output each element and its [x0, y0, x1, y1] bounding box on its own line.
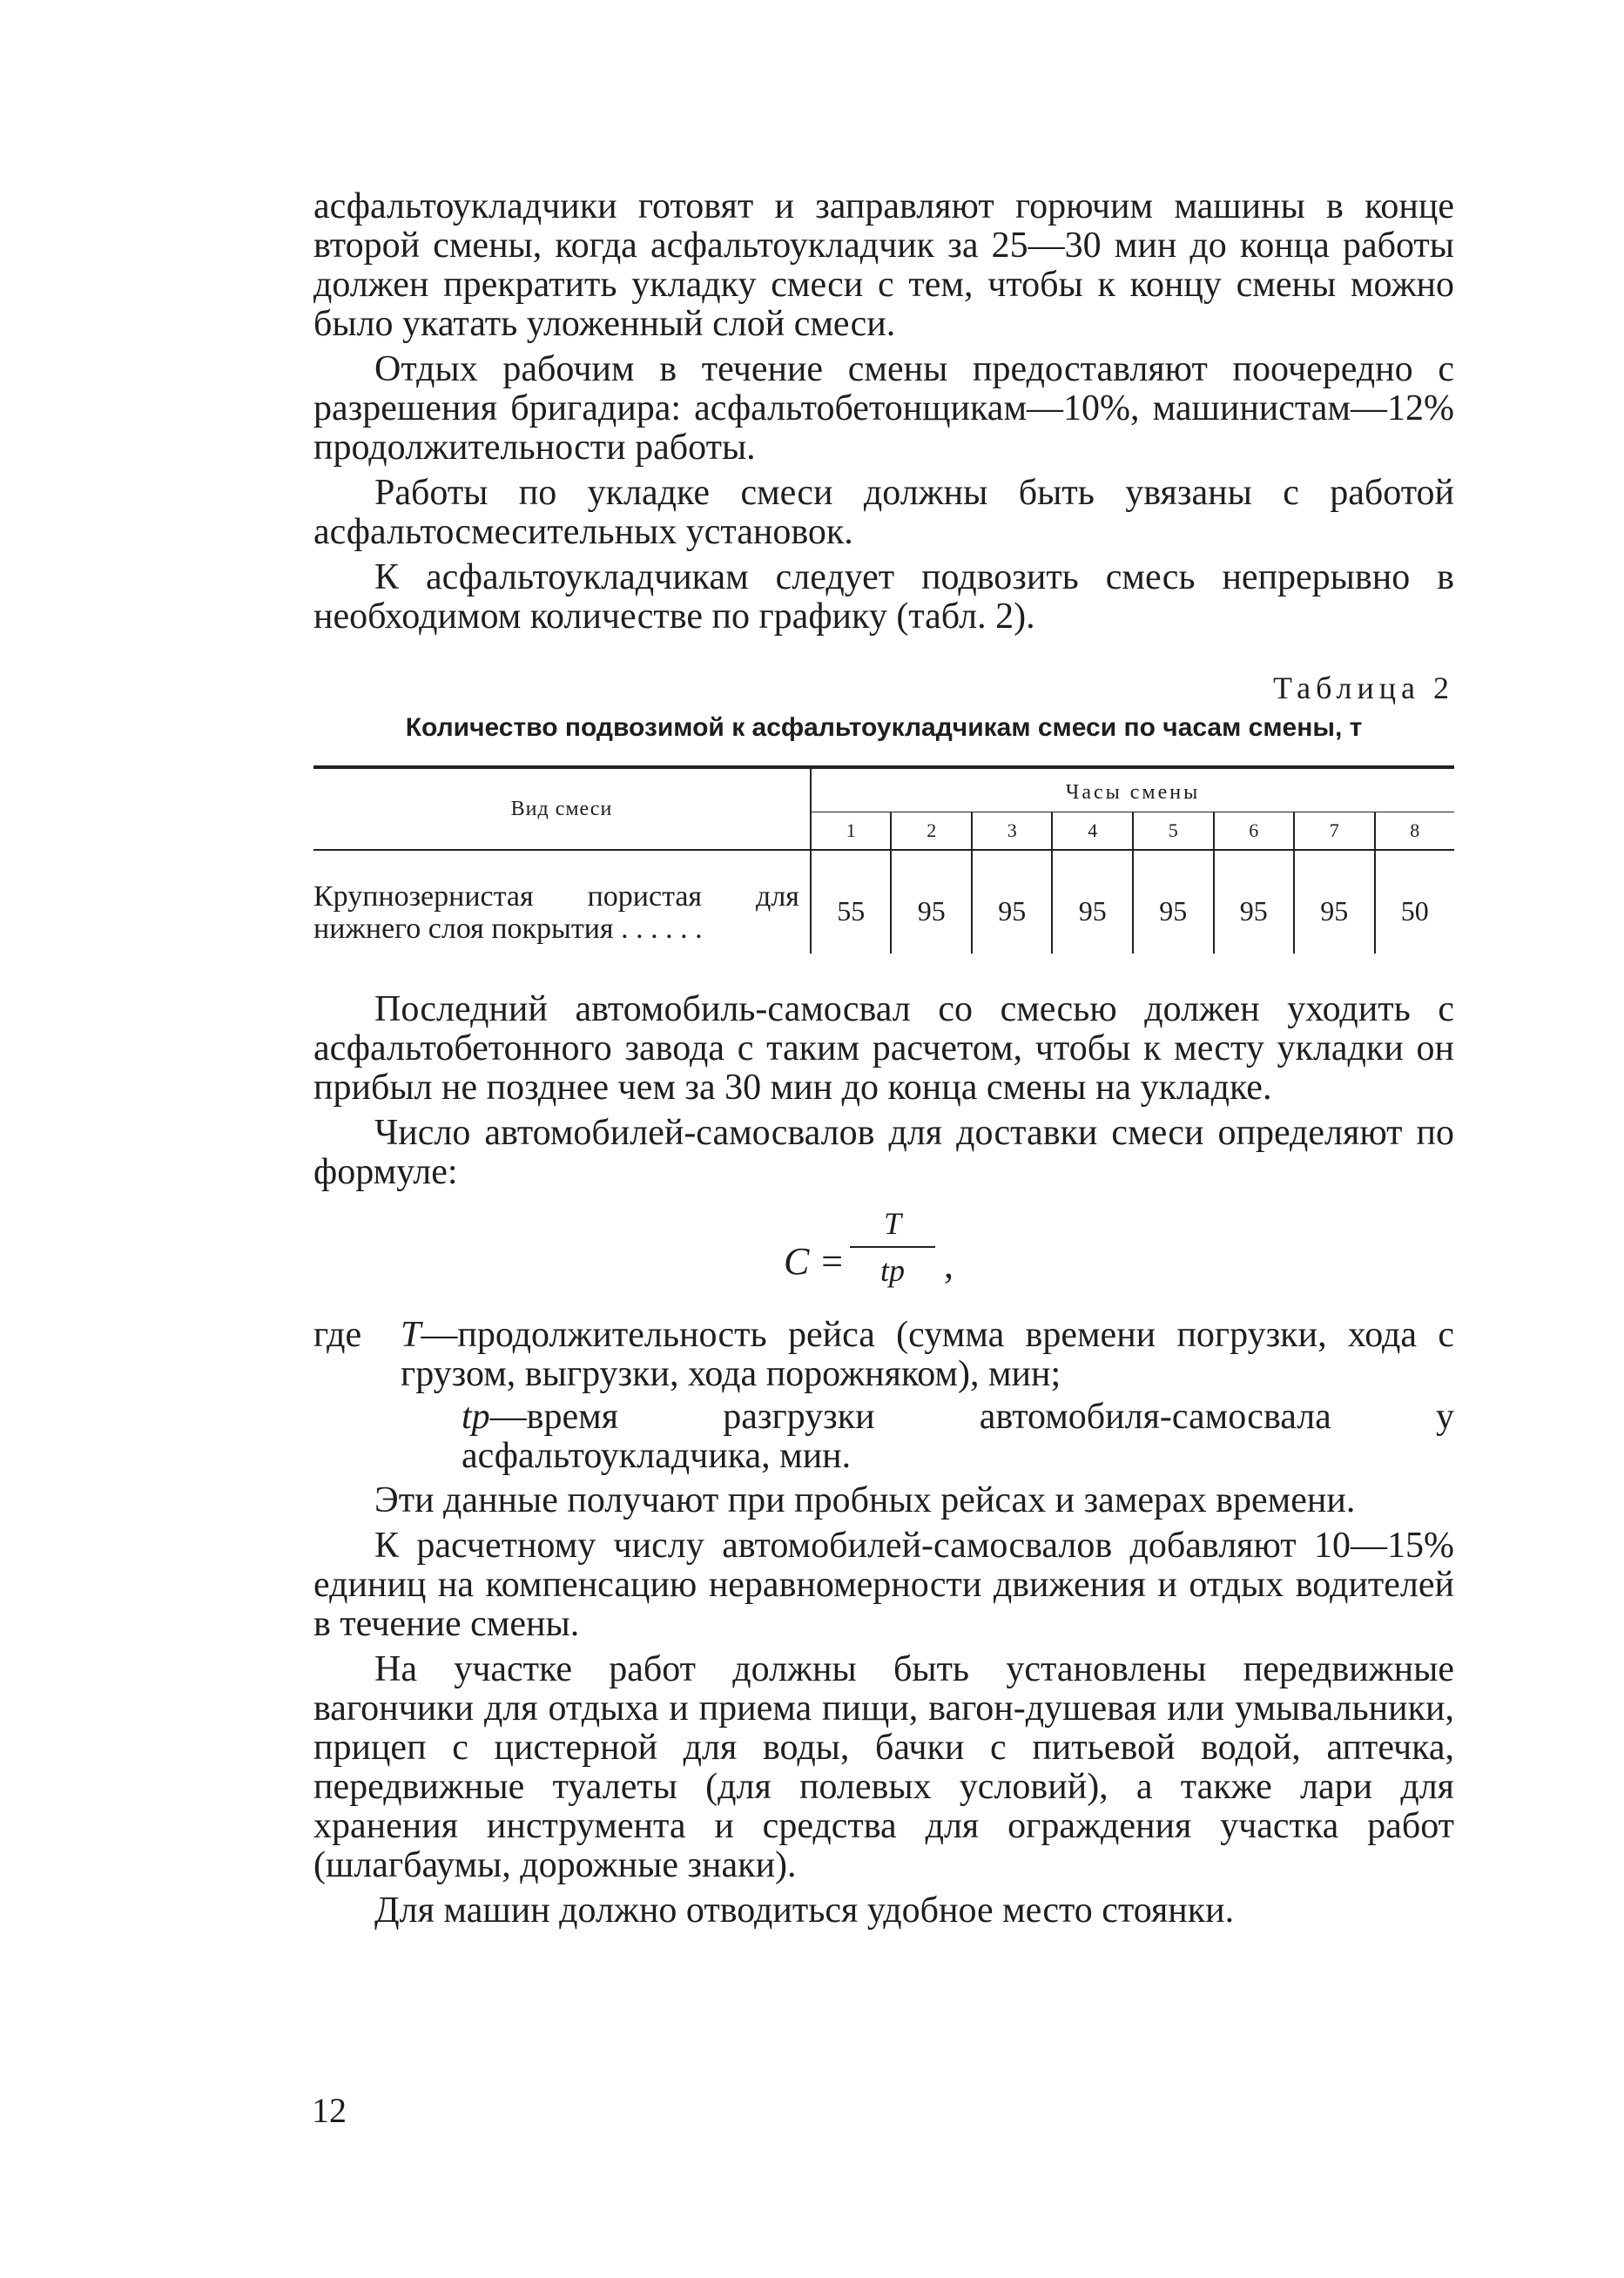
- hour-header: 6: [1214, 812, 1295, 851]
- table-cell: 95: [1052, 850, 1133, 954]
- table-row: [313, 850, 1454, 954]
- paragraph-7: Эти данные получают при пробных рейсах и замерах времени.: [374, 1480, 1356, 1520]
- formula: [313, 1204, 1454, 1300]
- page-number: 12: [312, 2091, 347, 2130]
- fraction-bar: [850, 1246, 935, 1248]
- table-cell: 95: [1214, 850, 1295, 954]
- formula-trail: ,: [944, 1243, 954, 1286]
- paragraph-8: К расчетному числу автомобилей-самосвалов добавляют 10—15% единиц на компенсацию неравномерности движения и отдых водителей в течение смены.: [313, 1526, 1454, 1644]
- paragraph-2: Отдых рабочим в течение смены предоставляют поочередно с разрешения бригадира: асфальтобетонщикам—10%, машинистам—12% продолжительности работы.: [313, 349, 1454, 468]
- paragraph-10: Для машин должно отводиться удобное место стоянки.: [374, 1890, 1235, 1931]
- paragraph-5: Последний автомобиль-самосвал со смесью должен уходить с асфальтобетонного завода с таким расчетом, чтобы к месту укладки он прибыл не позднее чем за 30 мин до конца смены на укладке.: [313, 989, 1454, 1108]
- table-label: Таблица 2: [1273, 671, 1454, 705]
- table-title: Количество подвозимой к асфальтоукладчикам смеси по часам смены, т: [405, 713, 1363, 742]
- hour-header: 2: [891, 812, 972, 851]
- table-cell: 95: [1294, 850, 1375, 954]
- formula-fraction: [845, 1204, 940, 1290]
- symbol-tp-definition: —время разгрузки автомобиля-самосвала у асфальтоукладчика, мин.: [462, 1397, 1454, 1476]
- col-header-hours: Часы смены: [811, 767, 1454, 812]
- where-lead: где: [313, 1315, 362, 1355]
- row-label: Крупнозернистая пористая для нижнего слоя покрытия . . . . . .: [313, 850, 811, 954]
- hour-header: 7: [1294, 812, 1375, 851]
- formula-denominator: tр: [879, 1253, 905, 1288]
- hour-header: 5: [1133, 812, 1214, 851]
- data-table: [313, 765, 1454, 954]
- paragraph-4: К асфальтоукладчикам следует подвозить смесь непрерывно в необходимом количестве по графику (табл. 2).: [313, 557, 1454, 637]
- table-cell: 50: [1375, 850, 1454, 954]
- symbol-t: T: [401, 1315, 421, 1355]
- hour-header: 4: [1052, 812, 1133, 851]
- hour-header: 3: [972, 812, 1053, 851]
- symbol-t-definition: —продолжительность рейса (сумма времени погрузки, хода с грузом, выгрузки, хода порожняком), мин;: [401, 1315, 1454, 1394]
- page-content: [313, 187, 1454, 1937]
- table-cell: 95: [1133, 850, 1214, 954]
- hour-header: 8: [1375, 812, 1454, 851]
- paragraph-6: Число автомобилей-самосвалов для доставки смеси определяют по формуле:: [313, 1113, 1454, 1192]
- table-cell: 55: [837, 895, 866, 927]
- hour-header: 1: [811, 812, 892, 851]
- paragraph-3: Работы по укладке смеси должны быть увязаны с работой асфальтосмесительных установок.: [313, 473, 1454, 552]
- symbol-tp: tр: [462, 1397, 490, 1437]
- table-cell: 95: [972, 850, 1053, 954]
- formula-legend: [313, 1316, 1454, 1476]
- table-cell: 95: [891, 850, 972, 954]
- formula-lhs: C =: [784, 1240, 846, 1283]
- paragraph-9: На участке работ должны быть установлены передвижные вагончики для отдыха и приема пищи, вагон-душевая или умывальники, прицеп с цистерной для воды, бачки с питьевой водой, аптечка, передвижные туалеты (для полевых условий), а также лари для хранения инструмента и средства для ограждения участка работ (шлагбаумы, дорожные знаки).: [313, 1649, 1454, 1885]
- col-header-kind: Вид смеси: [313, 767, 811, 850]
- paragraph-1: асфальтоукладчики готовят и заправляют горючим машины в конце второй смены, когда асфальтоукладчик за 25—30 мин до конца работы должен прекратить укладку смеси с тем, чтобы к концу смены можно было укатать уложенный слой смеси.: [313, 186, 1454, 344]
- formula-numerator: T: [883, 1206, 902, 1241]
